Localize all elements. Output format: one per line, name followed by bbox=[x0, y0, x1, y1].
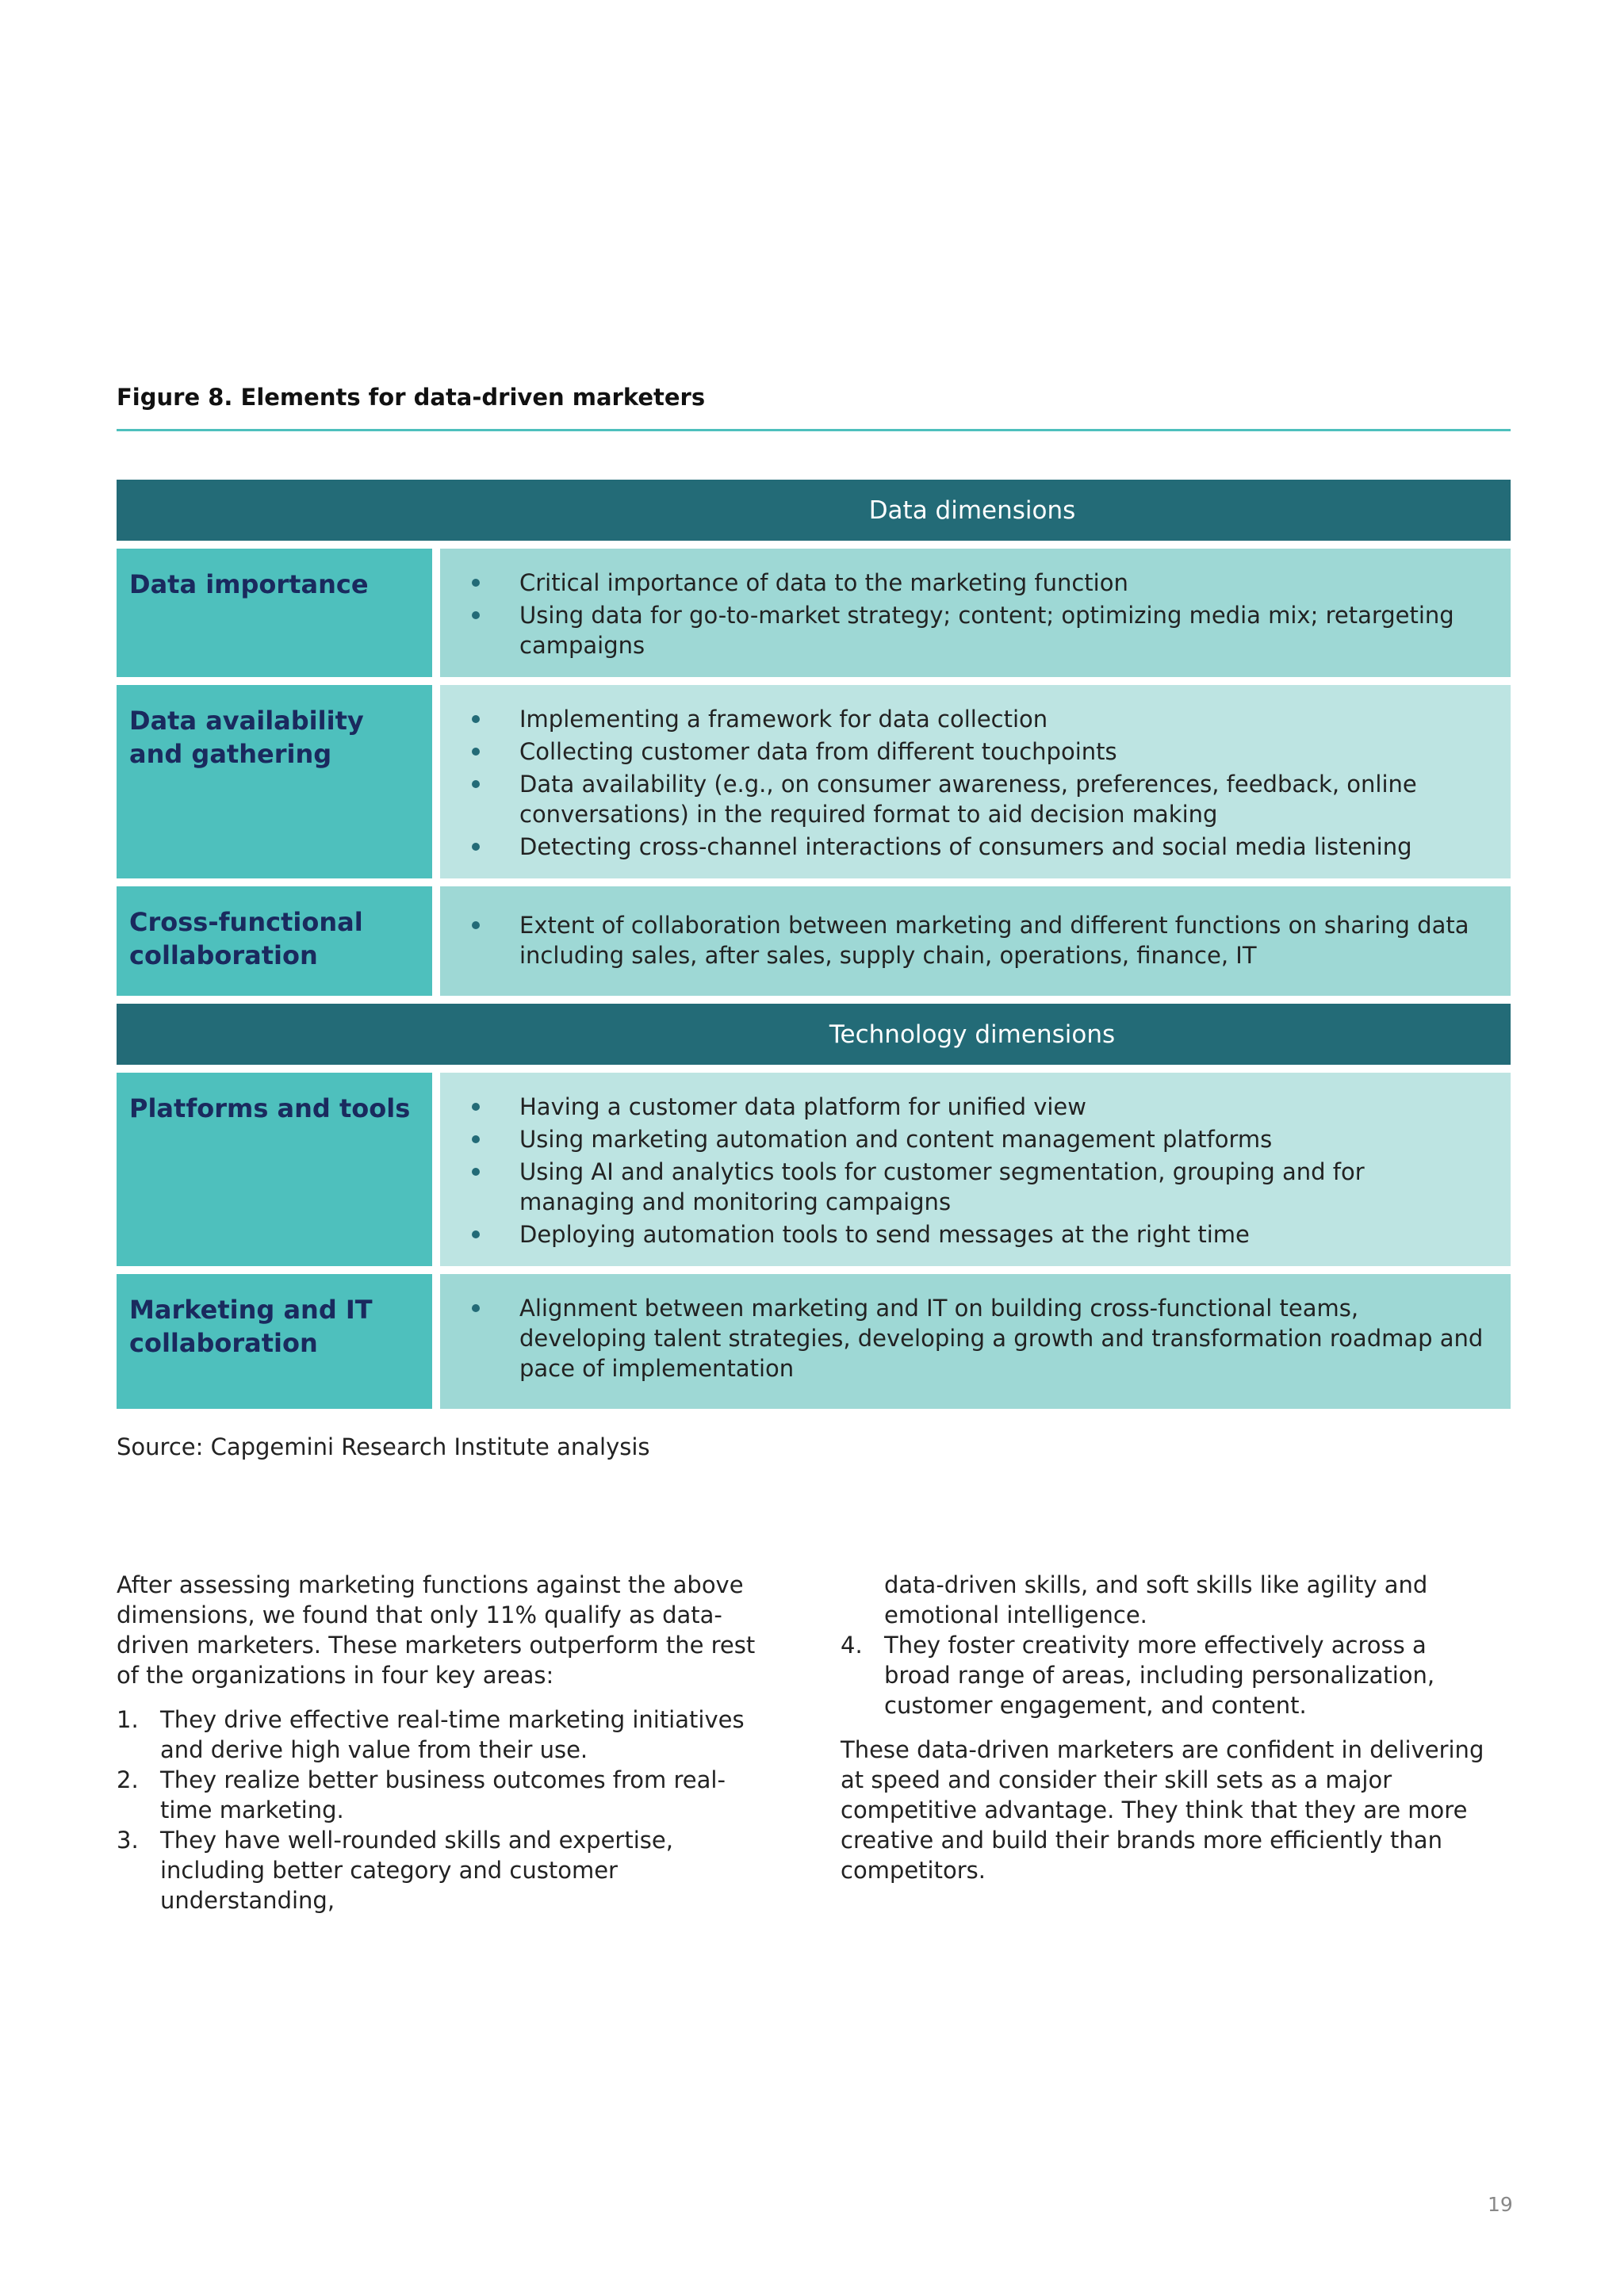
list-item: Using AI and analytics tools for customer segmentation, grouping and for managing and monitoring campaigns bbox=[464, 1157, 1487, 1217]
list-number: 3. bbox=[117, 1827, 139, 1854]
table-row bbox=[117, 1274, 1511, 1409]
list-item: Collecting customer data from different touchpoints bbox=[464, 737, 1487, 767]
figure-divider bbox=[117, 429, 1511, 431]
row-body bbox=[440, 685, 1511, 878]
row-label: Marketing and IT collaboration bbox=[117, 1274, 432, 1409]
section-header-technology: Technology dimensions bbox=[117, 1004, 1511, 1065]
figure-title: Figure 8. Elements for data-driven marketers bbox=[117, 384, 706, 411]
list-item: Detecting cross-channel interactions of consumers and social media listening bbox=[464, 832, 1487, 862]
body-column-left bbox=[117, 1570, 767, 1915]
elements-table bbox=[117, 480, 1511, 1409]
row-body bbox=[440, 549, 1511, 677]
row-label: Data availability and gathering bbox=[117, 685, 432, 878]
body-column-right bbox=[841, 1570, 1491, 1900]
source-note: Source: Capgemini Research Institute analysis bbox=[117, 1433, 650, 1460]
table-row bbox=[117, 1073, 1511, 1266]
list-number: 2. bbox=[117, 1766, 139, 1793]
list-item bbox=[117, 1765, 767, 1825]
list-text: They drive effective real-time marketing initiatives and derive high value from their use. bbox=[160, 1706, 745, 1763]
list-item: Implementing a framework for data collection bbox=[464, 704, 1487, 734]
list-text: They foster creativity more effectively across a broad range of areas, including personalization, customer engagement, and content. bbox=[884, 1632, 1435, 1719]
row-label: Data importance bbox=[117, 549, 432, 677]
body-paragraph: These data-driven marketers are confident in delivering at speed and consider their skill sets as a major competitive advantage. They think that they are more creative and build their brands more efficiently than competitors. bbox=[841, 1736, 1484, 1884]
list-text: They realize better business outcomes from real-time marketing. bbox=[160, 1766, 726, 1823]
list-number: 1. bbox=[117, 1706, 139, 1733]
table-row bbox=[117, 549, 1511, 677]
list-item bbox=[841, 1570, 1491, 1630]
list-item: Using data for go-to-market strategy; content; optimizing media mix; retargeting campaigns bbox=[464, 600, 1487, 660]
list-item bbox=[117, 1705, 767, 1765]
row-body bbox=[440, 1073, 1511, 1266]
table-row bbox=[117, 685, 1511, 878]
section-header-data: Data dimensions bbox=[117, 480, 1511, 541]
row-body bbox=[440, 886, 1511, 996]
body-paragraph: After assessing marketing functions against the above dimensions, we found that only 11% qualify as data-driven marketers. These marketers outperform the rest of the organizations in four key areas: bbox=[117, 1571, 756, 1689]
row-label: Cross-functional collaboration bbox=[117, 886, 432, 996]
list-item: Critical importance of data to the marketing function bbox=[464, 568, 1487, 598]
list-item: Data availability (e.g., on consumer awareness, preferences, feedback, online conversations) in the required format to aid decision making bbox=[464, 769, 1487, 829]
list-item: Using marketing automation and content management platforms bbox=[464, 1124, 1487, 1154]
list-number: 4. bbox=[841, 1632, 863, 1659]
table-row bbox=[117, 886, 1511, 996]
list-item bbox=[117, 1825, 767, 1915]
list-text: data-driven skills, and soft skills like agility and emotional intelligence. bbox=[884, 1571, 1428, 1628]
list-item: Deploying automation tools to send messages at the right time bbox=[464, 1219, 1487, 1249]
list-item bbox=[841, 1630, 1491, 1720]
list-item: Alignment between marketing and IT on building cross-functional teams, developing talent strategies, developing a growth and transformation roadmap and pace of implementation bbox=[464, 1293, 1487, 1383]
list-text: They have well-rounded skills and expertise, including better category and customer understanding, bbox=[160, 1827, 673, 1914]
list-item: Having a customer data platform for unified view bbox=[464, 1092, 1487, 1122]
list-item: Extent of collaboration between marketing and different functions on sharing data including sales, after sales, supply chain, operations, finance, IT bbox=[464, 910, 1487, 970]
row-label: Platforms and tools bbox=[117, 1073, 432, 1266]
row-body bbox=[440, 1274, 1511, 1409]
page-number: 19 bbox=[1488, 2193, 1513, 2216]
